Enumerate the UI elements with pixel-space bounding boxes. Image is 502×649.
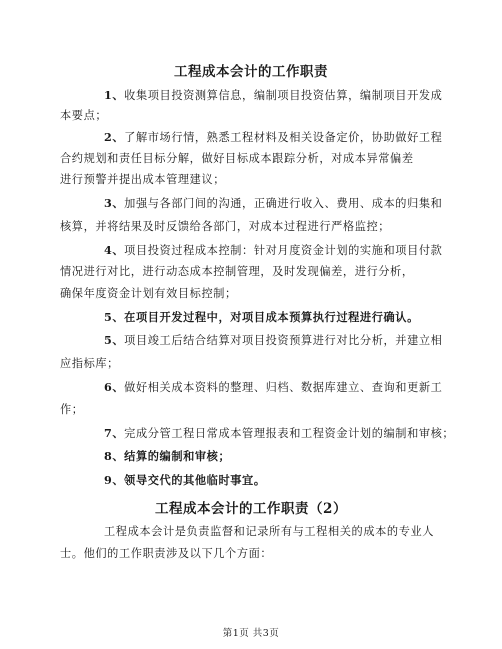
item-text: 在项目开发过程中，对项目成本预算执行过程进行确认。 <box>124 310 419 324</box>
list-item-6 <box>104 379 442 395</box>
section-2-title: 工程成本会计的工作职责（2） <box>155 501 347 517</box>
item-text-cont: 核算，并将结果及时反馈给各部门，对成本过程进行严格监控； <box>60 220 391 233</box>
item-number: 4、 <box>104 243 125 257</box>
item-text: 收集项目投资测算信息，编制项目投资估算，编制项目开发成 <box>124 89 443 102</box>
document-title: 工程成本会计的工作职责 <box>174 64 328 80</box>
section-2-paragraph-cont: 士。他们的工作职责涉及以下几个方面： <box>60 547 273 560</box>
item-text: 项目投资过程成本控制：针对月度资金计划的实施和项目付款 <box>124 244 443 257</box>
list-item-4 <box>104 242 442 258</box>
page-footer: 第1页 共3页 <box>222 628 280 639</box>
list-item-2 <box>104 129 442 145</box>
item-text: 领导交代的其他临时事宜。 <box>124 473 266 487</box>
list-item-3 <box>104 195 442 211</box>
item-number: 5、 <box>104 333 125 347</box>
item-text: 完成分管工程日常成本管理报表和工程资金计划的编制和审核； <box>124 427 455 440</box>
item-text-cont: 确保年度资金计划有效目标控制； <box>60 287 237 300</box>
item-text-cont: 情况进行对比，进行动态成本控制管理，及时发现偏差，进行分析， <box>60 265 414 278</box>
item-number: 5、 <box>104 310 125 324</box>
list-item-5 <box>104 309 419 325</box>
item-number: 9、 <box>104 473 125 487</box>
item-text-cont: 应指标库； <box>60 357 119 370</box>
item-text-cont: 本要点； <box>60 109 108 122</box>
item-number: 2、 <box>104 130 125 144</box>
item-number: 7、 <box>104 426 125 440</box>
item-text: 项目竣工后结合结算对项目投资预算进行对比分析，并建立相 <box>124 334 443 347</box>
list-item-9 <box>104 472 266 488</box>
list-item-1 <box>104 87 442 103</box>
list-item-8 <box>104 448 230 464</box>
item-text-cont: 合约规划和责任目标分解，做好目标成本跟踪分析，对成本异常偏差 <box>60 152 414 165</box>
list-item-5b <box>104 332 442 348</box>
item-text-cont: 作； <box>60 403 84 416</box>
item-text: 做好相关成本资料的整理、归档、数据库建立、查询和更新工 <box>124 381 443 394</box>
item-number: 3、 <box>104 196 125 210</box>
list-item-7 <box>104 425 454 441</box>
item-text: 加强与各部门间的沟通，正确进行收入、费用、成本的归集和 <box>124 197 443 210</box>
item-text: 了解市场行情，熟悉工程材料及相关设备定价，协助做好工程 <box>124 131 443 144</box>
item-text-cont: 进行预警并提出成本管理建议； <box>60 173 226 186</box>
section-2-paragraph: 工程成本会计是负责监督和记录所有与工程相关的成本的专业人 <box>104 525 435 538</box>
item-number: 1、 <box>104 88 125 102</box>
item-number: 6、 <box>104 380 125 394</box>
item-number: 8、 <box>104 449 125 463</box>
item-text: 结算的编制和审核； <box>124 449 231 463</box>
